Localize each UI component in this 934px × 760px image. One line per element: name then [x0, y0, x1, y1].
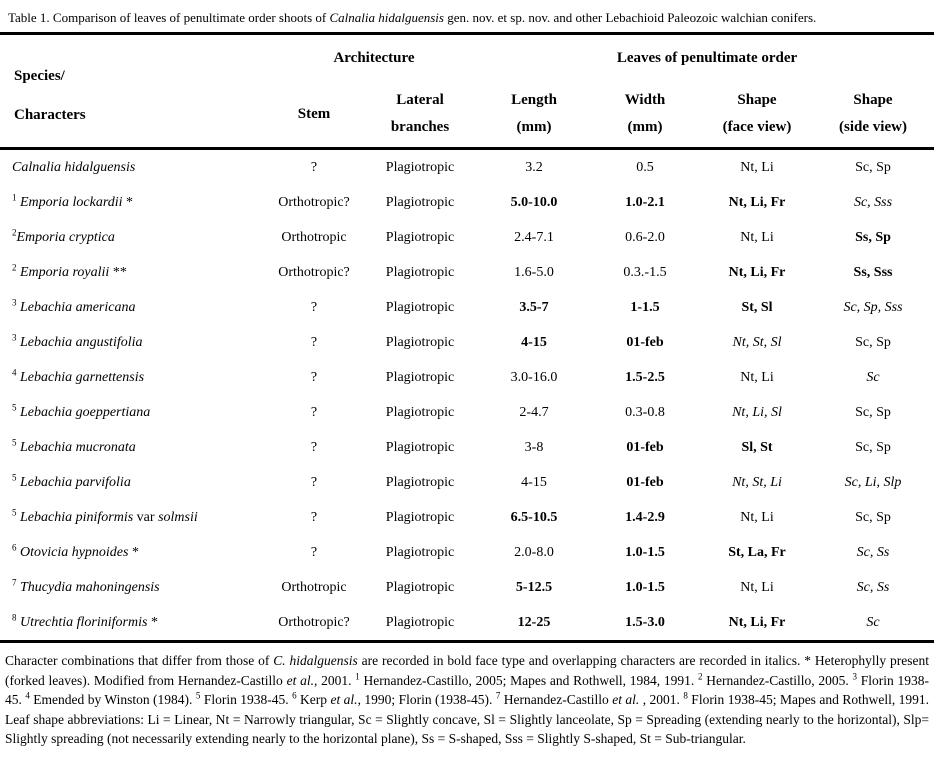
- lateral-branches-cell: Plagiotropic: [385, 579, 455, 595]
- species-cell: $^5$ Lebachia piniformis var solmsii: [12, 506, 198, 525]
- shape-side-cell: Sc, Sp: [855, 509, 891, 525]
- stem-cell: ?: [310, 299, 318, 315]
- shape-side-cell: Sc, Sp: [855, 404, 891, 420]
- table-row: [0, 465, 934, 500]
- species-cell: $^7$ Thucydia mahoningensis: [12, 576, 160, 595]
- table-caption: Table 1. Comparison of leaves of penultimate order shoots of Calnalia hidalguensis gen. nov. et sp. nov. and other Lebachioid Paleozoic walchian conifers.: [8, 10, 817, 25]
- shape-side-cell: Ss, Sp: [855, 229, 891, 245]
- shape-side-cell: Sc, Ss: [856, 579, 890, 595]
- lateral-branches-cell: Plagiotropic: [385, 369, 455, 385]
- shape-face-header: Shape (face view): [702, 81, 812, 149]
- shape-side-cell: Sc: [866, 614, 880, 630]
- length-cell: 5-12.5: [515, 579, 553, 595]
- lateral-branches-cell: Plagiotropic: [385, 264, 455, 280]
- table-body: [0, 149, 934, 642]
- width-cell: 1.0-2.1: [625, 194, 665, 210]
- lateral-branches-cell: Plagiotropic: [385, 159, 455, 175]
- table-row: [0, 255, 934, 290]
- width-cell: 1.0-1.5: [625, 544, 665, 560]
- shape-side-cell: Ss, Sss: [853, 264, 893, 280]
- table-row: [0, 570, 934, 605]
- width-header: Width (mm): [588, 81, 702, 149]
- table-row: [0, 360, 934, 395]
- leaves-group-header: Leaves of penultimate order: [616, 49, 798, 66]
- shape-side-cell: Sc: [866, 369, 880, 385]
- width-cell: 1.4-2.9: [625, 509, 665, 525]
- length-cell: 12-25: [517, 614, 551, 630]
- table-row: [0, 220, 934, 255]
- stem-cell: ?: [310, 404, 318, 420]
- lateral-branches-cell: Plagiotropic: [385, 474, 455, 490]
- table-row: [0, 535, 934, 570]
- length-cell: 3-8: [524, 439, 544, 455]
- species-header-label: Species/: [14, 68, 65, 84]
- shape-side-header: Shape (side view): [812, 81, 934, 149]
- stem-cell: ?: [310, 439, 318, 455]
- length-cell: 2-4.7: [519, 404, 549, 420]
- table-row: [0, 605, 934, 642]
- stem-cell: ?: [310, 159, 318, 175]
- width-cell: 1.0-1.5: [625, 579, 665, 595]
- lateral-branches-cell: Plagiotropic: [385, 404, 455, 420]
- shape-face-cell: Nt, St, Li: [732, 474, 782, 490]
- width-cell: 01-feb: [626, 334, 664, 350]
- table-row: [0, 395, 934, 430]
- shape-side-cell: Sc, Sp: [855, 439, 891, 455]
- shape-side-cell: Sc, Li, Slp: [844, 474, 902, 490]
- species-cell: $^4$ Lebachia garnettensis: [12, 366, 145, 385]
- stem-cell: ?: [310, 369, 318, 385]
- species-characters-header: [0, 35, 268, 149]
- table-row: [0, 185, 934, 220]
- length-cell: 3.2: [525, 159, 543, 175]
- species-cell: $^6$ Otovicia hypnoides *: [12, 541, 139, 560]
- width-cell: 1.5-3.0: [625, 614, 665, 630]
- species-cell: $^5$ Lebachia mucronata: [12, 436, 136, 455]
- shape-side-cell: Sc, Sp, Sss: [843, 299, 903, 315]
- header-group-row: [0, 35, 934, 81]
- shape-side-cell: Sc, Sp: [855, 334, 891, 350]
- shape-face-cell: Nt, Li: [740, 369, 774, 385]
- shape-face-cell: Nt, Li, Sl: [732, 404, 782, 420]
- stem-header: Stem: [268, 81, 360, 149]
- shape-face-cell: Nt, Li, Fr: [728, 614, 786, 630]
- stem-cell: Orthotropic?: [278, 614, 350, 630]
- stem-cell: ?: [310, 334, 318, 350]
- stem-cell: ?: [310, 474, 318, 490]
- width-cell: 1-1.5: [630, 299, 660, 315]
- stem-cell: ?: [310, 544, 318, 560]
- species-cell: $^2$Emporia cryptica: [12, 226, 115, 245]
- stem-cell: Orthotropic: [281, 579, 347, 595]
- shape-side-cell: Sc, Sp: [855, 159, 891, 175]
- lateral-branches-cell: Plagiotropic: [385, 439, 455, 455]
- species-cell: $^3$ Lebachia angustifolia: [12, 331, 143, 350]
- stem-cell: Orthotropic: [281, 229, 347, 245]
- species-cell: $^3$ Lebachia americana: [12, 296, 136, 315]
- species-cell: Calnalia hidalguensis: [12, 159, 136, 175]
- shape-face-cell: Nt, Li, Fr: [728, 194, 786, 210]
- width-cell: 0.3-0.8: [625, 404, 665, 420]
- lateral-branches-cell: Plagiotropic: [385, 229, 455, 245]
- lateral-branches-cell: Plagiotropic: [385, 614, 455, 630]
- width-cell: 0.3.-1.5: [623, 264, 667, 280]
- characters-header-label: Characters: [14, 107, 86, 123]
- length-cell: 4-15: [521, 474, 547, 490]
- length-cell: 1.6-5.0: [514, 264, 554, 280]
- shape-face-cell: Nt, Li, Fr: [728, 264, 786, 280]
- table-row: [0, 290, 934, 325]
- table-header: [0, 35, 934, 149]
- shape-face-cell: Nt, Li: [740, 229, 774, 245]
- table-row: [0, 325, 934, 360]
- stem-cell: Orthotropic?: [278, 264, 350, 280]
- lateral-branches-cell: Plagiotropic: [385, 544, 455, 560]
- shape-face-cell: St, La, Fr: [728, 544, 786, 560]
- species-cell: $^8$ Utrechtia floriniformis *: [12, 611, 158, 630]
- lateral-branches-cell: Plagiotropic: [385, 509, 455, 525]
- width-cell: 0.5: [636, 159, 654, 175]
- length-cell: 2.4-7.1: [514, 229, 554, 245]
- width-cell: 0.6-2.0: [625, 229, 665, 245]
- length-cell: 4-15: [521, 334, 547, 350]
- shape-face-cell: Nt, St, Sl: [732, 334, 782, 350]
- lateral-branches-header: Lateral branches: [360, 81, 480, 149]
- architecture-group-header: Architecture: [333, 49, 415, 66]
- shape-side-cell: Sc, Sss: [853, 194, 893, 210]
- length-cell: 3.0-16.0: [510, 369, 558, 385]
- width-cell: 01-feb: [626, 439, 664, 455]
- species-cell: $^5$ Lebachia goeppertiana: [12, 401, 151, 420]
- width-cell: 01-feb: [626, 474, 664, 490]
- shape-face-cell: Nt, Li: [740, 159, 774, 175]
- comparison-table: [0, 35, 934, 643]
- species-cell: $^1$ Emporia lockardii *: [12, 191, 134, 210]
- length-cell: 6.5-10.5: [510, 509, 558, 525]
- table-row: [0, 500, 934, 535]
- length-cell: 3.5-7: [519, 299, 549, 315]
- lateral-branches-cell: Plagiotropic: [385, 299, 455, 315]
- shape-face-cell: St, Sl: [741, 299, 773, 315]
- table-footnote: Character combinations that differ from those of C. hidalguensis are recorded in bold face type and overlapping characters are recorded in italics. * Heterophylly present (forked leaves). Modified from Hernandez-Castillo et al., 2001. $^1$ Hernandez-Castillo, 2005; Mapes and Rothwell, 1984, 1991. $^2$ Hernandez-Castillo, 2005. $^3$ Florin 1938-45. $^4$ Emended by Winston (1984). $^5$ Florin 1938-45. $^6$ Kerp et al., 1990; Florin (1938-45). $^7$ Hernandez-Castillo et al. , 2001. $^8$ Florin 1938-45; Mapes and Rothwell, 1991. Leaf shape abbreviations: Li = Linear, Nt = Narrowly triangular, Sc = Slightly concave, Sl = Slightly lanceolate, Sp = Spreading (extending nearly to the horizontal), Slp= Slightly spreading (not necessarily extending nearly to the horizontal plane), Ss = S-shaped, Sss = Slightly S-shaped, St = Sub-triangular.: [5, 653, 930, 746]
- table-row: [0, 430, 934, 465]
- length-header: Length (mm): [480, 81, 588, 149]
- shape-face-cell: Nt, Li: [740, 509, 774, 525]
- shape-side-cell: Sc, Ss: [856, 544, 890, 560]
- lateral-branches-cell: Plagiotropic: [385, 334, 455, 350]
- shape-face-cell: Sl, St: [741, 439, 773, 455]
- length-cell: 5.0-10.0: [510, 194, 558, 210]
- species-cell: $^5$ Lebachia parvifolia: [12, 471, 131, 490]
- species-cell: $^2$ Emporia royalii **: [12, 261, 127, 280]
- shape-face-cell: Nt, Li: [740, 579, 774, 595]
- table-row: [0, 149, 934, 186]
- stem-cell: ?: [310, 509, 318, 525]
- length-cell: 2.0-8.0: [514, 544, 554, 560]
- lateral-branches-cell: Plagiotropic: [385, 194, 455, 210]
- stem-cell: Orthotropic?: [278, 194, 350, 210]
- width-cell: 1.5-2.5: [625, 369, 665, 385]
